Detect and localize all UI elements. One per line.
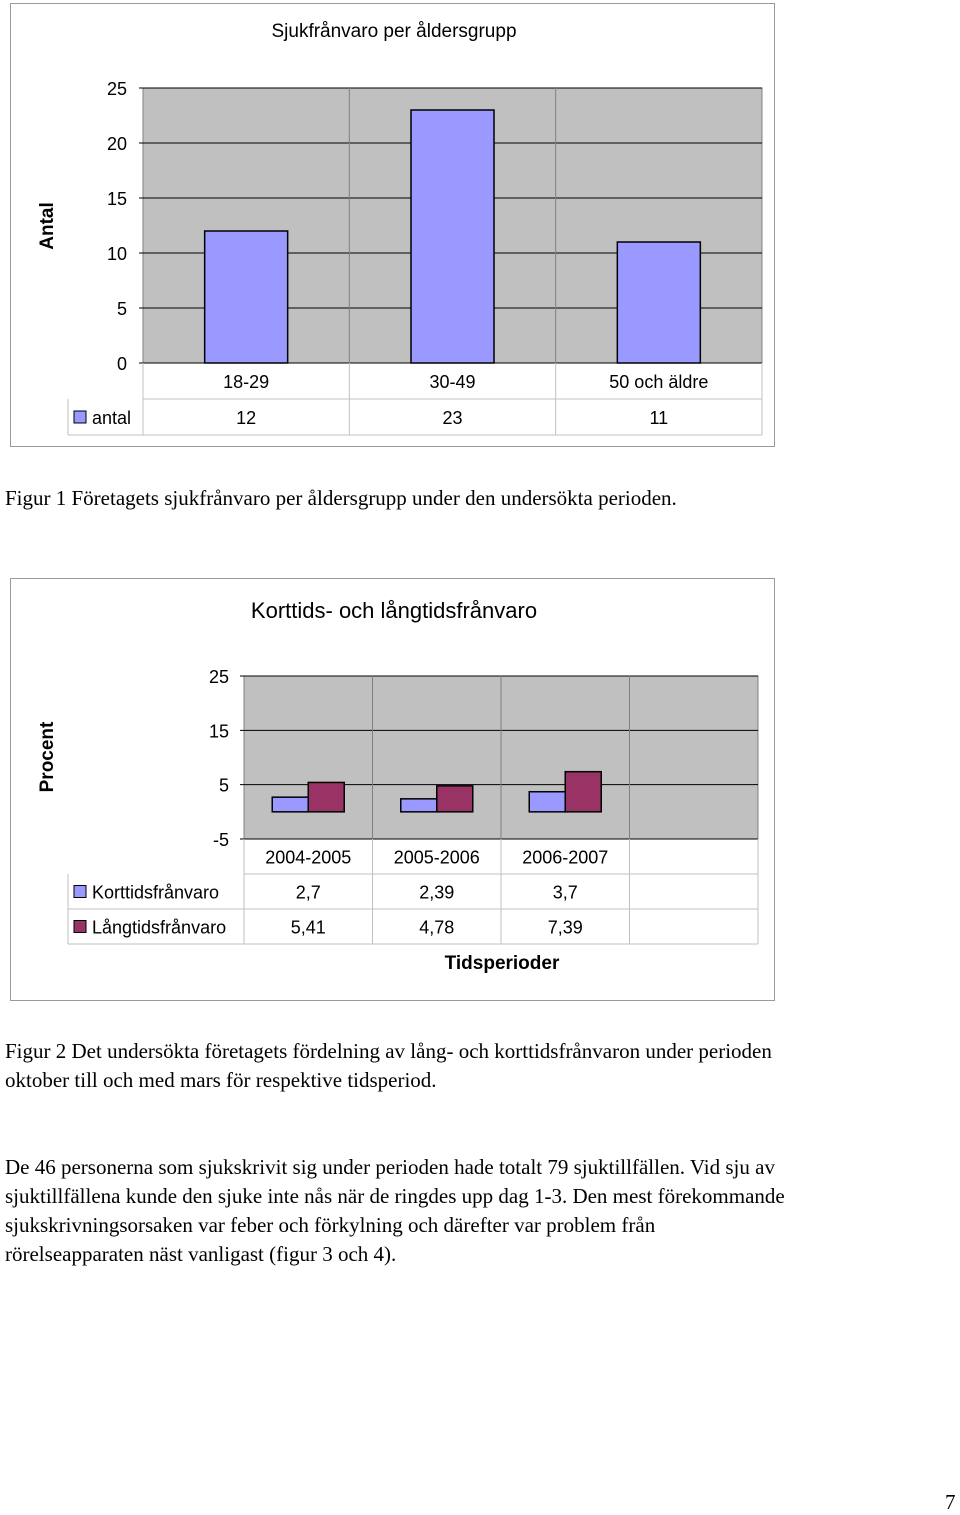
legend-label: antal bbox=[92, 408, 132, 428]
y-tick-label: 15 bbox=[208, 721, 229, 742]
data-label: 11 bbox=[649, 408, 669, 428]
data-label: 4,78 bbox=[419, 917, 455, 938]
chart-short-long-absence bbox=[10, 578, 775, 1001]
legend-key bbox=[74, 411, 86, 423]
paragraph-line-3: sjukskrivningsorsaken var feber och förkylning och därefter var problem från bbox=[5, 1213, 656, 1237]
plot-area bbox=[107, 79, 762, 374]
chart-age-group bbox=[10, 3, 775, 447]
y-tick-label: 0 bbox=[116, 354, 127, 374]
paragraph-line-2: sjuktillfällena kunde den sjuke inte nås när de ringdes upp dag 1-3. Den mest förekommande bbox=[5, 1184, 785, 1208]
data-label: 2,39 bbox=[419, 882, 455, 903]
figure-2-caption-line-2: oktober till och med mars för respektive tidsperiod. bbox=[5, 1068, 437, 1092]
page-number: 7 bbox=[945, 1490, 956, 1514]
figure-2-caption-line-1: Figur 2 Det undersökta företagets fördelning av lång- och korttidsfrånvaron under perioden bbox=[5, 1039, 772, 1063]
chart-title: Korttids- och långtidsfrånvaro bbox=[250, 598, 538, 623]
bar bbox=[401, 799, 437, 812]
plot-area bbox=[209, 667, 758, 850]
data-label: 3,7 bbox=[552, 882, 578, 903]
y-tick-label: 5 bbox=[218, 775, 229, 796]
bar bbox=[529, 792, 565, 812]
figure-1-caption: Figur 1 Företagets sjukfrånvaro per åldersgrupp under den undersökta perioden. bbox=[5, 486, 677, 510]
x-tick-label: 50 och äldre bbox=[609, 372, 709, 392]
y-axis-label: Procent bbox=[37, 721, 58, 793]
y-tick-label: -5 bbox=[212, 830, 229, 850]
bar bbox=[411, 110, 494, 363]
data-table bbox=[68, 839, 758, 944]
y-tick-label: 25 bbox=[208, 667, 229, 687]
paragraph-line-1: De 46 personerna som sjukskrivit sig under perioden hade totalt 79 sjuktillfällen. Vid sju av bbox=[5, 1155, 775, 1179]
data-label: 2,7 bbox=[295, 882, 321, 903]
chart-title: Sjukfrånvaro per åldersgrupp bbox=[271, 21, 517, 42]
y-tick-label: 20 bbox=[106, 134, 127, 154]
legend-label: Långtidsfrånvaro bbox=[92, 917, 227, 938]
x-tick-label: 2005-2006 bbox=[393, 847, 480, 868]
paragraph-line-4: rörelseapparaten näst vanligast (figur 3 och 4). bbox=[5, 1242, 397, 1266]
y-tick-label: 25 bbox=[106, 79, 127, 99]
x-tick-label: 18-29 bbox=[223, 372, 270, 392]
data-label: 5,41 bbox=[290, 917, 326, 938]
bar bbox=[437, 786, 473, 812]
bar bbox=[565, 772, 601, 812]
bar bbox=[308, 782, 344, 811]
bar bbox=[272, 797, 308, 812]
x-tick-label: 30-49 bbox=[429, 372, 476, 392]
data-label: 23 bbox=[442, 408, 463, 428]
y-tick-label: 10 bbox=[106, 244, 127, 264]
x-tick-label: 2006-2007 bbox=[522, 847, 609, 868]
y-tick-label: 5 bbox=[116, 299, 127, 319]
y-tick-label: 15 bbox=[106, 189, 127, 209]
bar bbox=[205, 231, 288, 363]
y-axis-label: Antal bbox=[37, 202, 58, 250]
chart-short-long-absence-svg bbox=[11, 579, 774, 1000]
chart-age-group-svg bbox=[11, 4, 774, 446]
x-tick-label: 2004-2005 bbox=[265, 847, 352, 868]
data-label: 7,39 bbox=[547, 917, 583, 938]
x-axis-label: Tidsperioder bbox=[444, 953, 560, 974]
data-table bbox=[68, 363, 762, 435]
legend-label: Korttidsfrånvaro bbox=[92, 882, 220, 903]
data-label: 12 bbox=[236, 408, 257, 428]
legend-key bbox=[74, 921, 86, 933]
bar bbox=[617, 242, 700, 363]
legend-key bbox=[74, 886, 86, 898]
